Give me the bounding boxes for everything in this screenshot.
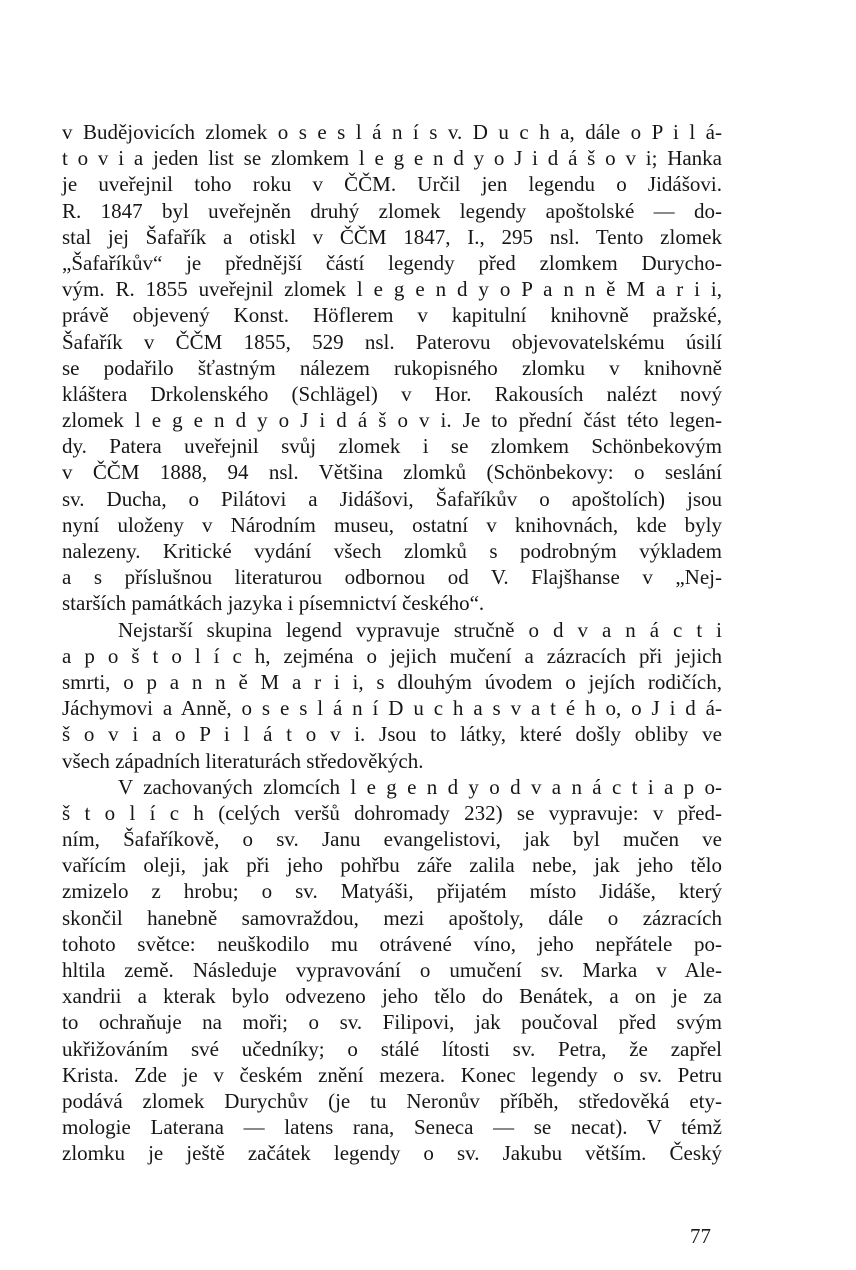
page-number: 77: [690, 1224, 711, 1248]
text-line: stal jej Šafařík a otiskl v ČČM 1847, I., 295 nsl. Tento zlomek: [62, 224, 722, 249]
text-line: starších památkách jazyka i písemnictví českého“.: [62, 591, 485, 616]
text-line: t o v i a jeden list se zlomkem l e g e n d y o J i d á š o v i; Hanka: [62, 146, 722, 171]
text-line: Nejstarší skupina legend vypravuje stručně o d v a n á c t i: [118, 617, 722, 642]
text-line: nalezeny. Kritické vydání všech zlomků s podrobným výkladem: [62, 539, 722, 563]
text-line: xandrii a kterak bylo odvezeno jeho tělo do Benátek, a on je za: [62, 984, 722, 1009]
text-line: š t o l í c h (celých veršů dohromady 232) se vypravuje: v před-: [62, 800, 722, 825]
text-line: sv. Ducha, o Pilátovi a Jidášovi, Šafaříkův o apoštolích) jsou: [62, 486, 722, 511]
text-line: to ochraňuje na moři; o sv. Filipovi, jak poučoval před svým: [62, 1010, 722, 1035]
text-line: všech západních literaturách středověkých.: [62, 748, 424, 773]
text-line: tohoto světce: neuškodilo mu otrávené víno, jeho nepřátele po-: [62, 931, 722, 956]
text-line: Šafařík v ČČM 1855, 529 nsl. Paterovu objevovatelskému úsilí: [62, 329, 722, 354]
text-line: v Budějovicích zlomek o s e s l á n í s v. D u c h a, dále o P i l á-: [62, 120, 722, 144]
text-line: hltila země. Následuje vypravování o umučení sv. Marka v Ale-: [62, 958, 722, 982]
text-line: se podařilo šťastným nálezem rukopisného zlomku v knihovně: [62, 355, 722, 380]
text-line: zlomku je ještě začátek legendy o sv. Jakubu větším. Český: [62, 1141, 722, 1166]
text-line: právě objevený Konst. Höflerem v kapitulní knihovně pražské,: [62, 303, 722, 328]
text-line: skončil hanebně samovraždou, mezi apoštoly, dále o zázracích: [62, 905, 722, 930]
text-line: dy. Patera uveřejnil svůj zlomek i se zlomkem Schönbekovým: [62, 434, 722, 459]
text-line: ním, Šafaříkově, o sv. Janu evangelistovi, jak byl mučen ve: [62, 827, 722, 852]
text-line: zmizelo z hrobu; o sv. Matyáši, přijatém místo Jidáše, který: [62, 879, 722, 904]
text-line: je uveřejnil toho roku v ČČM. Určil jen legendu o Jidášovi.: [62, 172, 722, 197]
text-line: nyní uloženy v Národním museu, ostatní v knihovnách, kde byly: [62, 512, 722, 537]
text-line: v ČČM 1888, 94 nsl. Většina zlomků (Schönbekovy: o seslání: [62, 460, 722, 485]
text-line: smrti, o p a n n ě M a r i i, s dlouhým úvodem o jejích rodičích,: [62, 669, 722, 694]
text-line: a s příslušnou literaturou odbornou od V. Flajšhanse v „Nej-: [62, 565, 722, 590]
text-line: mologie Laterana — latens rana, Seneca — se necat). V témž: [62, 1115, 722, 1140]
body-text: [62, 119, 722, 1167]
text-line: R. 1847 byl uveřejněn druhý zlomek legendy apoštolské — do-: [62, 198, 722, 223]
text-line: Jáchymovi a Anně, o s e s l á n í D u c h a s v a t é h o, o J i d á-: [62, 696, 722, 721]
text-line: ukřižováním své učedníky; o stálé lítosti sv. Petra, že zapřel: [62, 1036, 722, 1061]
text-line: podává zlomek Durychův (je tu Neronův příběh, středověká ety-: [62, 1088, 722, 1113]
text-line: Krista. Zde je v českém znění mezera. Konec legendy o sv. Petru: [62, 1062, 722, 1087]
text-line: vým. R. 1855 uveřejnil zlomek l e g e n d y o P a n n ě M a r i i,: [62, 277, 722, 302]
text-line: V zachovaných zlomcích l e g e n d y o d v a n á c t i a p o-: [118, 774, 722, 799]
text-line: š o v i a o P i l á t o v i. Jsou to látky, které došly obliby ve: [62, 722, 722, 747]
text-line: a p o š t o l í c h, zejména o jejich mučení a zázracích při jejich: [62, 643, 722, 668]
text-line: vařícím oleji, jak při jeho pohřbu záře zalila nebe, jak jeho tělo: [62, 853, 722, 878]
text-line: zlomek l e g e n d y o J i d á š o v i. Je to přední část této legen-: [62, 408, 722, 433]
text-line: kláštera Drkolenského (Schlägel) v Hor. Rakousích nalézt nový: [62, 381, 722, 406]
text-line: „Šafaříkův“ je přednější částí legendy před zlomkem Durycho-: [62, 250, 722, 275]
